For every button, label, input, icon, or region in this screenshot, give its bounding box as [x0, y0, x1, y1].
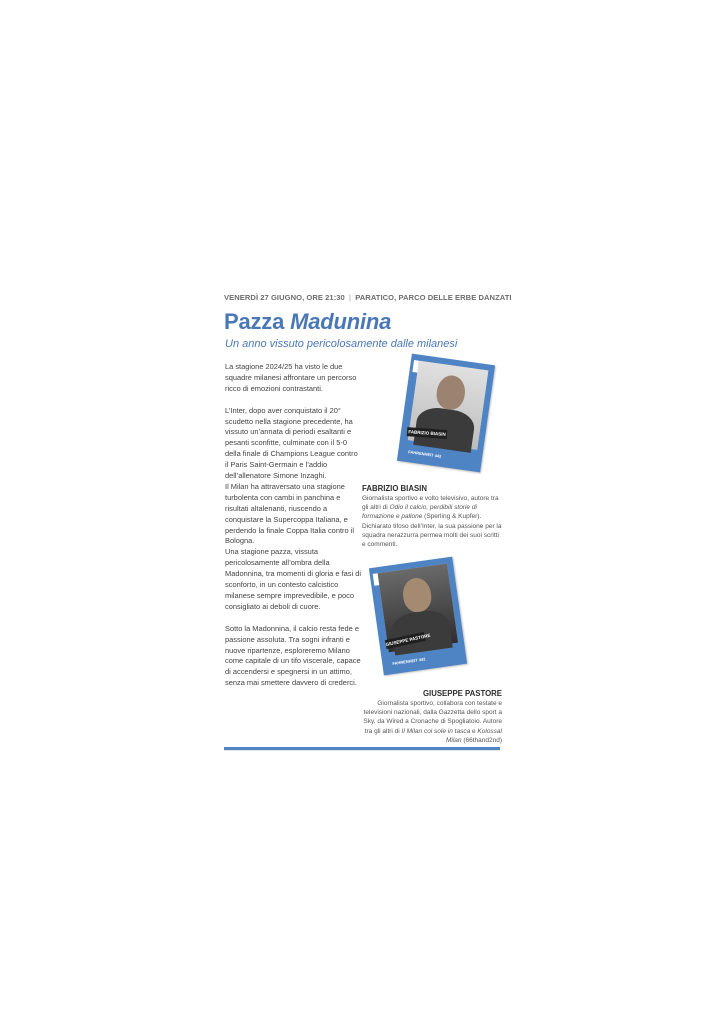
bio-text: Giornalista sportivo e volto televisivo, autore tra gli altri di — [362, 495, 499, 512]
bio-book-title: Kolossal Milan — [445, 727, 502, 744]
bio-book-title: Odio il calcio, perdibili storie di formazione e pallone — [362, 504, 477, 521]
card-nameplate: FABRIZIO BIASIN — [407, 427, 448, 439]
card-brand: FAHRENHEIT 442 — [407, 449, 442, 459]
bio-text: (66thand2nd) — [461, 736, 502, 744]
author-bio-pastore — [360, 699, 502, 745]
author-name-pastore: GIUSEPPE PASTORE — [422, 689, 502, 698]
body-paragraph-1: La stagione 2024/25 ha visto le due squadre milanesi affrontare un percorso ricco di emozioni contrastanti. — [225, 362, 357, 393]
body-paragraph-4: Una stagione pazza, vissuta pericolosamente all’ombra della Madonnina, tra momenti di gloria e fasi di sconforto, in un contesto calcistico milanese sempre imprevedibile, e poco consigliato ai deboli di cuore. — [225, 547, 362, 611]
body-paragraph-5: Sotto la Madonnina, il calcio resta fede e passione assoluta. Tra sogni infranti e nuove ripartenze, esploreremo Milano come capitale di un tifo viscerale, capace di accendersi e spegnersi in un attimo, senza mai smettere davvero di crederci. — [225, 623, 361, 688]
event-header — [224, 293, 512, 302]
page-title — [224, 309, 391, 335]
bio-text: e — [470, 727, 478, 735]
title-part-1: Pazza — [224, 309, 291, 334]
card-nameplate: GIUSEPPE PASTORE — [385, 632, 431, 648]
author-card-pastore — [369, 557, 467, 676]
title-part-2: Madunina — [290, 309, 392, 334]
event-date-time: VENERDÌ 27 GIUGNO, ORE 21:30 — [224, 293, 345, 302]
page-subtitle: Un anno vissuto pericolosamente dalle milanesi — [225, 338, 458, 350]
event-location: PARATICO, PARCO DELLE ERBE DANZATI — [355, 293, 512, 302]
bio-text: (Sperling & Kupfer). Dichiarato tifoso dell’Inter, la sua passione per la squadra nerazzurra permea molti dei suoi scritti e commenti. — [362, 513, 502, 549]
card-brand: FAHRENHEIT 442 — [392, 656, 426, 667]
bio-text: Giornalista sportivo, collabora con testate e televisioni nazionali, dalla Gazzetta dello sport a Sky, da Wired a Cronache di Spogliatoio. Autore tra gli altri di — [363, 700, 502, 735]
bottom-divider — [224, 747, 500, 750]
body-paragraph-2: L’Inter, dopo aver conquistato il 20° scudetto nella stagione precedente, ha vissuto un’annata di periodi esaltanti e pesanti sconfitte, culminate con il 5-0 della finale di Champions League contro il Paris Saint-Germain e l’addio dell’allenatore Simone Inzaghi. — [225, 405, 358, 481]
bio-book-title: Il Milan coi sole in tasca — [401, 727, 471, 735]
author-bio-biasin — [362, 494, 502, 549]
body-paragraph-3: Il Milan ha attraversato una stagione turbolenta con cambi in panchina e risultati altalenanti, riuscendo a conquistare la Supercoppa Italiana, e perdendo la finale Coppa Italia contro il Bologna. — [225, 481, 355, 546]
article-body — [225, 362, 363, 700]
author-name-biasin: FABRIZIO BIASIN — [362, 484, 427, 493]
author-card-biasin — [397, 354, 495, 473]
header-separator: | — [349, 293, 352, 302]
